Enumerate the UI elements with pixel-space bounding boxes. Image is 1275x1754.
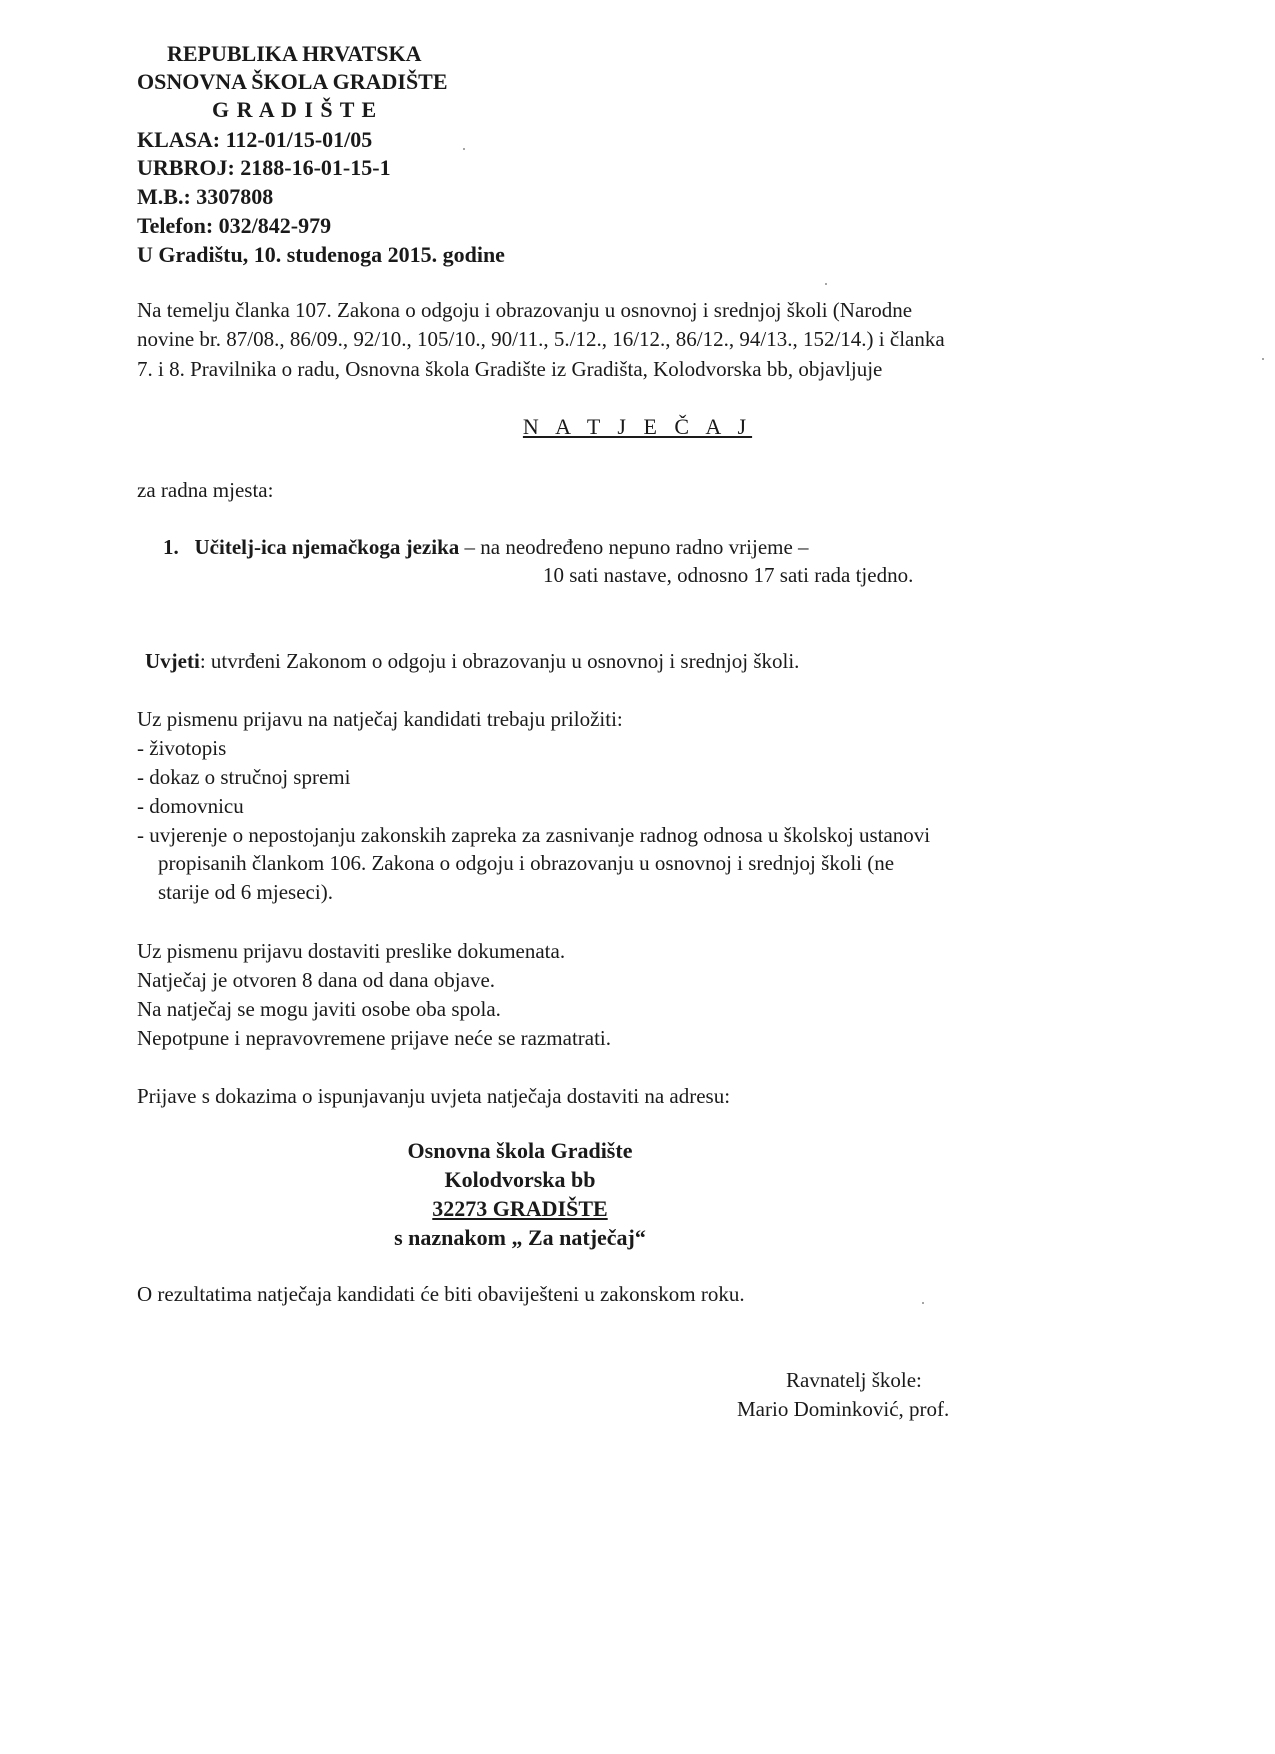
note-line: Natječaj je otvoren 8 dana od dana objave. [137, 968, 496, 992]
address-city-text: 32273 GRADIŠTE [432, 1196, 608, 1221]
header-telefon: Telefon: 032/842-979 [137, 213, 332, 238]
header-urbroj: URBROJ: 2188-16-01-15-1 [137, 155, 391, 180]
scan-speck [825, 283, 827, 285]
header-date: U Gradištu, 10. studenoga 2015. godine [137, 242, 505, 267]
scan-speck [922, 1302, 924, 1304]
scan-speck [1262, 358, 1264, 360]
attach-intro: Uz pismenu prijavu na natječaj kandidati trebaju priložiti: [137, 707, 623, 731]
signature-role: Ravnatelj škole: [786, 1368, 922, 1392]
positions-label: za radna mjesta: [137, 478, 274, 502]
conditions-text: : utvrđeni Zakonom o odgoju i obrazovanju u osnovnoj i srednjoj školi. [199, 649, 800, 673]
address-marking: s naznakom „ Za natječaj“ [394, 1225, 646, 1250]
note-line: Nepotpune i nepravovremene prijave neće se razmatrati. [137, 1026, 612, 1050]
position-number: 1. [163, 535, 179, 559]
note-line: Uz pismenu prijavu dostaviti preslike dokumenata. [137, 939, 566, 963]
conditions-label: Uvjeti [145, 649, 200, 673]
scan-speck [463, 148, 465, 150]
address-school: Osnovna škola Gradište [407, 1138, 633, 1163]
attach-item: - dokaz o stručnoj spremi [137, 765, 351, 789]
attach-item: - uvjerenje o nepostojanju zakonskih zapreka za zasnivanje radnog odnosa u školskoj ustanovi [137, 823, 931, 847]
header-mb: M.B.: 3307808 [137, 184, 274, 209]
intro-line-3: 7. i 8. Pravilnika o radu, Osnovna škola Gradište iz Gradišta, Kolodvorska bb, objavljuje [137, 357, 883, 381]
position-item [163, 533, 809, 561]
signature-name: Mario Dominković, prof. [737, 1397, 950, 1421]
attach-item-continuation: propisanih člankom 106. Zakona o odgoju i obrazovanju u osnovnoj i srednjoj školi (ne [158, 851, 895, 875]
header-school: OSNOVNA ŠKOLA GRADIŠTE [137, 69, 448, 94]
header-republic: REPUBLIKA HRVATSKA [167, 41, 422, 66]
header-place: G R A D I Š T E [212, 97, 378, 122]
intro-line-1: Na temelju članka 107. Zakona o odgoju i obrazovanju u osnovnoj i srednjoj školi (Narodne [137, 298, 913, 322]
position-hours: 10 sati nastave, odnosno 17 sati rada tjedno. [543, 563, 914, 587]
attach-item: - domovnicu [137, 794, 244, 818]
position-name: Učitelj-ica njemačkoga jezika [194, 535, 460, 559]
address-street: Kolodvorska bb [444, 1167, 596, 1192]
conditions [145, 647, 799, 675]
attach-item-continuation: starije od 6 mjeseci). [158, 880, 333, 904]
address-city [300, 1194, 740, 1223]
address-intro: Prijave s dokazima o ispunjavanju uvjeta natječaja dostaviti na adresu: [137, 1084, 731, 1108]
position-terms: – na neodređeno nepuno radno vrijeme – [459, 535, 809, 559]
attach-item: - životopis [137, 736, 227, 760]
header-klasa: KLASA: 112-01/15-01/05 [137, 127, 373, 152]
note-line: Na natječaj se mogu javiti osobe oba spola. [137, 997, 501, 1021]
results-note: O rezultatima natječaja kandidati će biti obaviješteni u zakonskom roku. [137, 1282, 745, 1306]
document-title: N A T J E Č A J [522, 414, 753, 439]
intro-line-2: novine br. 87/08., 86/09., 92/10., 105/10., 90/11., 5./12., 16/12., 86/12., 94/13., 152/14.) i članka [137, 327, 945, 351]
